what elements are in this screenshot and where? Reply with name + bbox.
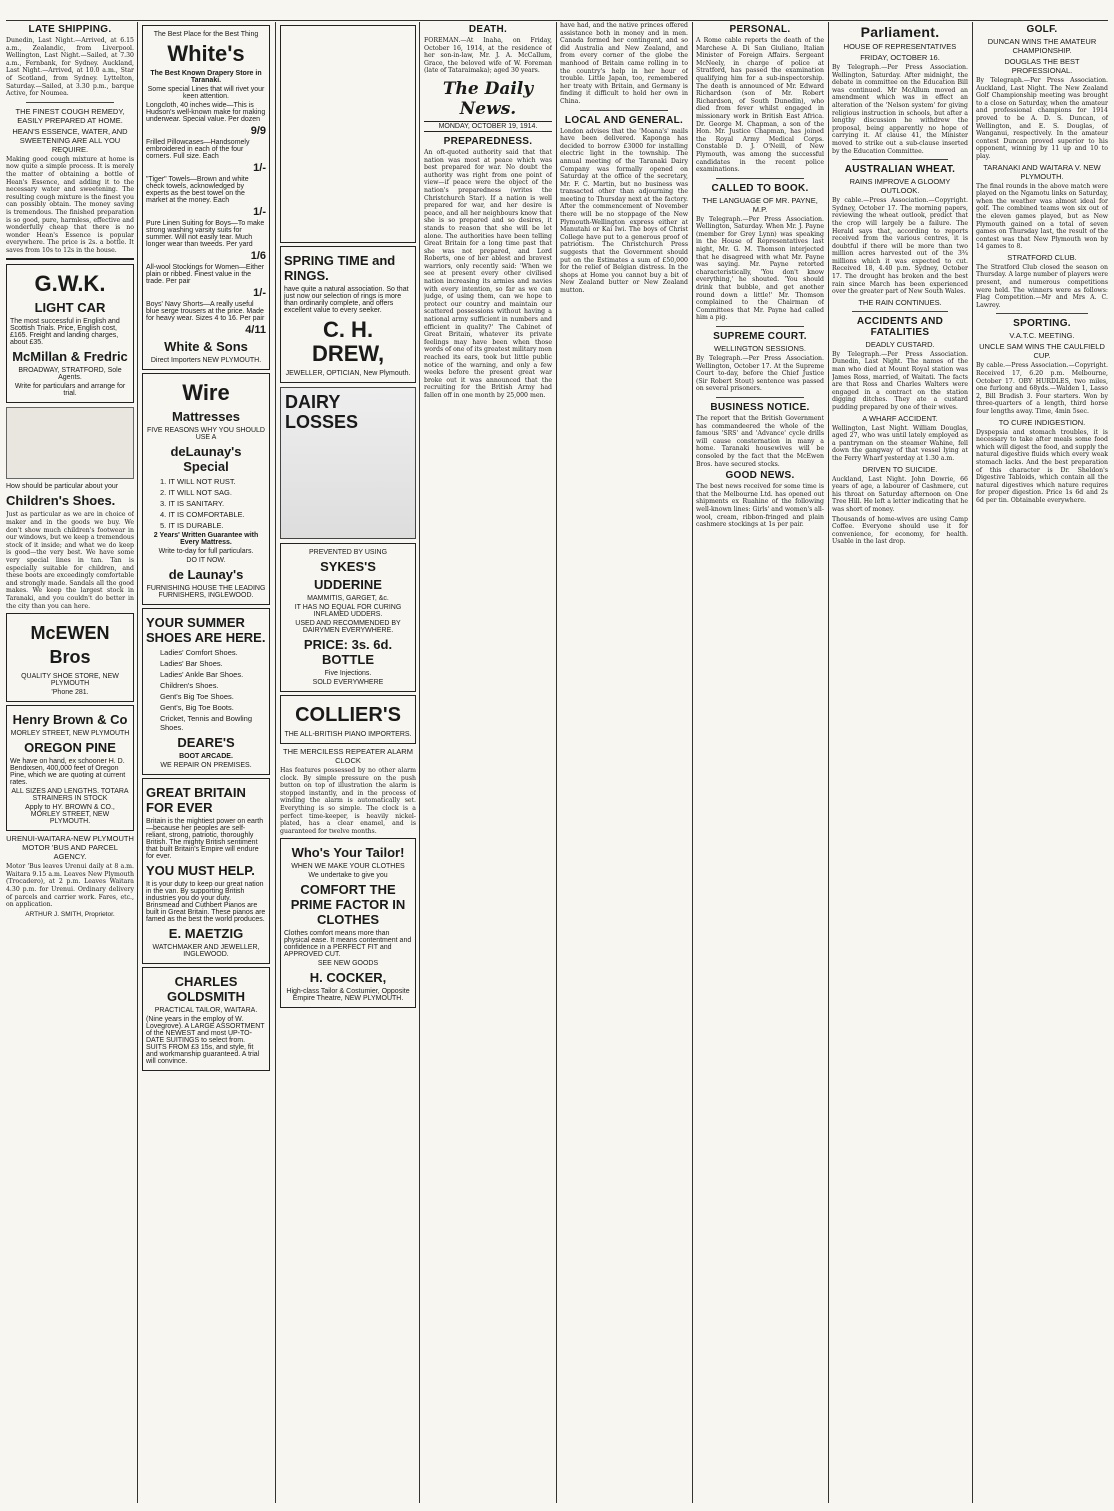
baby-illustration (6, 407, 134, 479)
gwk-title: G.W.K. (34, 271, 106, 297)
house-heading: HOUSE OF REPRESENTATIVES (843, 42, 957, 51)
cough-ad-body: Making good cough mixture at home is now quite a simple process. It is merely the matter of obtaining a bottle of Hean's Essence, and adding it to the necessary water and sweetening. The resulting cough mixture is the finest you can possibly obtain. The money saving is tremendous. The finished preparation is so good, pure, harmless, effective and wonderfully cheap that there is no wonder Hean's Essence is popular everywhere. The price is 2s. a bottle. It saves from 10s to 12s in the house. (6, 155, 134, 254)
mattress-ad (142, 373, 270, 605)
suicide-body: Auckland, Last Night. John Dowrie, 66 years of age, a labourer of Cashmere, cut his throat on Saturday afternoon on One Tree Hill. He left a letter indicating that he was short of money. (832, 475, 968, 513)
colliers-title: COLLIER'S (295, 704, 401, 726)
separator (26, 102, 114, 103)
reason-item: 4. IT IS COMFORTABLE. (160, 510, 245, 519)
tailor-title: Who's Your Tailor! (291, 845, 405, 861)
mcewen-phone: 'Phone 281. (51, 689, 89, 697)
whites-subtitle: The Best Known Drapery Store in Taranaki. (150, 70, 262, 84)
summer-item: Gent's, Big Toe Boots. (160, 703, 234, 712)
court-body: By Telegraph.—Per Press Association. Wellington, October 17. At the Supreme Court to-day, before the Chief Justice (Sir Robert Stout) sentence was passed on several prisoners. (696, 355, 824, 393)
goldsmith-title: CHARLES GOLDSMITH (167, 974, 245, 1004)
editorial-continued: have had, and the native princes offered assistance both in money and in men. Canada formed her contingent, and so did Australia and New Zealand, and from every corner of the globe the manhood of Britain came rolling in to the country's help in her hour of trouble. Little Japan, too, remembered her treaty with Britain, and Germany is finding it difficult to hold her own in China. (560, 22, 688, 105)
indigestion-body: Dyspepsia and stomach troubles, it is necessary to take after meals some food which will digest the food, and supply the natural digestive fluids which every weak stomach lacks. And the best preparation of this character is Dr. Sheldon's Digestive Tabloids, which contain all the natural digestives which nature requires for proper digestion. Price 1s 6d and 2s 6d per tin. Obtainable everywhere. (976, 428, 1108, 504)
golf-subheading: DUNCAN WINS THE AMATEUR CHAMPIONSHIP. (987, 37, 1097, 55)
column-rule (556, 22, 557, 1503)
goodnews-body: The best news received for some time is that the Melbourne Ltd. has opened out shipments ex Ruahine of the following well-known lines: Girls' and women's all-wool, cream, ribbon-fringed and plain cashmere stockings at 1s per pair. (696, 483, 824, 529)
whites-item-price: 1/- (253, 162, 266, 174)
separator (852, 159, 948, 160)
drew-subtitle: JEWELLER, OPTICIAN, New Plymouth. (285, 370, 411, 377)
tailor-ad (280, 838, 416, 1008)
column-rule (137, 22, 138, 1503)
reason-item: 3. IT IS SANITARY. (160, 499, 225, 508)
vrc-subheading: UNCLE SAM WINS THE CAULFIELD CUP. (979, 342, 1105, 361)
called-body: By Telegraph.—Per Press Association. Wellington, Saturday. When Mr. J. Payne (member for Grey Lynn) was speaking in the House of Representatives last night, Mr. G. M. Thomson interjected that he disagreed with what Mr. Payne was saying. Mr. Payne retorted characteristically, 'You don't know everything,' he shouted. 'You should drink that bubble, and get another round down a little!' Mr. Thomson complained to the Chairman of Committees that Mr. Payne had called him a pig. (696, 215, 824, 322)
gwk-ad (6, 264, 134, 403)
great-britain-title: GREAT BRITAIN FOR EVER (146, 785, 246, 815)
gwk-subtitle: LIGHT CAR (34, 300, 106, 316)
business-body: The report that the British Government has commandeered the whole of the famous 'SRS' and 'Advance' cycle drills will cause consternation in many a home. Taranaki housewives will be consoled by the fact that the McEwen Bros. have secured stocks. (696, 414, 824, 468)
whites-item (146, 264, 266, 299)
brown-subtitle: MORLEY STREET, NEW PLYMOUTH (10, 730, 130, 738)
cocker-subtitle: High-class Tailor & Costumier, Opposite Empire Theatre, NEW PLYMOUTH. (286, 988, 410, 1003)
separator (580, 110, 668, 111)
summer-item: Gent's Big Toe Shoes. (160, 692, 234, 701)
goldsmith-subtitle: PRACTICAL TAILOR, WAITARA. (154, 1007, 258, 1014)
cough-ad-title: THE FINEST COUGH REMEDY, EASILY PREPARED AT HOME. (15, 106, 125, 125)
great-britain-ad (142, 778, 270, 964)
merciless-body: Has features possessed by no other alarm clock. By simple pressure on the push button on top of illustration the alarm is stopped instantly, and in the process of winding the alarm is automatically set. Everything is so simple. The clock is a perfect time-keeper, is heavily nickel-plated, has a clear enamel, and is guaranteed for twelve months. (280, 767, 416, 835)
bus-title: URENUI-WAITARA-NEW PLYMOUTH MOTOR 'BUS AND PARCEL AGENCY. (6, 834, 134, 862)
summer-shoes-ad (142, 608, 270, 775)
whites-item (146, 176, 266, 218)
cough-ad-subtitle: HEAN'S ESSENCE, WATER, AND SWEETENING ARE ALL YOU REQUIRE. (12, 126, 128, 154)
column-1 (6, 22, 134, 1503)
whites-item (146, 102, 266, 137)
tailor-body: Clothes comfort means more than physical ease. It means contentment and confidence in a PERFECT FIT and APPROVED CUT. (284, 930, 412, 959)
maetzig-title: E. MAETZIG (168, 926, 244, 941)
spring-title: SPRING TIME and RINGS. (284, 253, 396, 283)
wheat-subheading: RAINS IMPROVE A GLOOMY OUTLOOK. (849, 177, 951, 196)
mattress-reasons-title: FIVE REASONS WHY YOU SHOULD USE A (147, 427, 265, 441)
golf-heading: GOLF. (1026, 24, 1058, 35)
whites-item-price: 1/- (253, 206, 266, 218)
summer-item: Cricket, Tennis and Bowling Shoes. (160, 714, 252, 732)
golf-body: By Telegraph.—Per Press Association. Auckland, Last Night. The New Zealand Golf Championship meeting was brought to a close on Saturday, when the amateur and professional champions for 1914 proved to be A. D. S. Duncan, of Wellington, and E. S. Douglas, of Wanganui, respectively. In the amateur contest Duncan proved superior to his opponent, winning by 11 up and 10 to play. (976, 77, 1108, 160)
column-rule (419, 22, 420, 1503)
court-heading: SUPREME COURT. (713, 331, 807, 342)
udderine-title: UDDERINE (314, 577, 382, 592)
pine-note: ALL SIZES AND LENGTHS. TOTARA STRAINERS IN STOCK (11, 788, 129, 803)
whites-item-label: All-wool Stockings for Women—Either plain or ribbed. Finest value in the trade. Per pair (146, 264, 265, 285)
suicide-heading: DRIVEN TO SUICIDE. (862, 464, 938, 474)
udderine-ad (280, 543, 416, 692)
help-body: It is your duty to keep our great nation in the van. By supporting British industries you do your duty. Brinsmead and Cuthbert Pianos are built in Great Britain. These pianos are famed as the best the world produces. (146, 881, 266, 923)
column-6 (696, 22, 824, 1503)
whites-item-price: 1/- (253, 287, 266, 299)
goldsmith-ad (142, 967, 270, 1071)
taranaki-heading: TARANAKI AND WAITARA V. NEW PLYMOUTH. (983, 162, 1101, 181)
gwk-body: The most successful in English and Scottish Trials. Price, English cost, £165. Freight and landing charges, about £35. (10, 318, 120, 347)
parliament-heading: Parliament. (860, 24, 940, 40)
column-rule (692, 22, 693, 1503)
column-3 (280, 22, 416, 1503)
comfort-title: COMFORT THE PRIME FACTOR IN CLOTHES (290, 882, 406, 928)
called-heading: CALLED TO BOOK. (711, 182, 809, 194)
mcewen-subtitle: QUALITY SHOE STORE, NEW PLYMOUTH (21, 673, 119, 688)
wheat-heading: AUSTRALIAN WHEAT. (844, 164, 956, 176)
vrc-body: By cable.—Press Association.—Copyright. Received 17, 6.20 p.m. Melbourne, October 17. OBY HURDLES, two miles, one furlong and 68yds.—Walden 1, Lasso 2, Bill Bradish 3. Four starters. Won by three-quarters of a length, third horse four lengths away. Time, 4min 5sec. (976, 362, 1108, 415)
parliament-body: By Telegraph.—Per Press Association. Wellington, Saturday. After midnight, the debate in committee on the Education Bill was continued. Mr McAllum moved an amendment which was in effect an alteration of the 'Nelson system' for giving religious instruction in schools, but after a lengthy discussion he withdrew the proposal, being apparently no hope of carrying it. At clause 41, the Minister moved to strike out a sub-clause inserted by the Education Committee. (832, 64, 968, 155)
rain-heading: THE RAIN CONTINUES. (858, 297, 942, 307)
shoes-title: Children's Shoes. (6, 493, 116, 509)
dairy-title: DAIRY LOSSES (285, 392, 359, 432)
bus-sign: ARTHUR J. SMITH, Proprietor. (25, 910, 115, 918)
prevented-line: PREVENTED BY USING (308, 549, 388, 556)
court-subheading: WELLINGTON SESSIONS. (714, 344, 806, 353)
whites-footer-sub: Direct Importers NEW PLYMOUTH. (150, 357, 262, 364)
deare-subtitle: BOOT ARCADE. (179, 753, 233, 760)
column-7 (832, 22, 968, 1503)
mcmillan-address: BROADWAY, STRATFORD, Sole Agents. (18, 367, 122, 382)
column-rule (972, 22, 973, 1503)
personal-heading: PERSONAL. (729, 24, 791, 35)
whites-item (146, 301, 266, 336)
friday-heading: FRIDAY, OCTOBER 16. (860, 53, 940, 62)
masthead: The Daily News. (442, 78, 534, 119)
death-heading: DEATH. (468, 24, 508, 35)
whites-title: White's (167, 41, 245, 66)
mattresses-title: Mattresses (172, 409, 240, 424)
injections-line: Five Injections. (324, 670, 372, 677)
separator (716, 326, 804, 327)
sykes-title: SYKES'S (320, 559, 376, 574)
colliers-subtitle: THE ALL-BRITISH PIANO IMPORTERS. (284, 731, 412, 738)
whites-item-label: Frilled Pillowcases—Handsomely embroidered in each of the four corners. Full size. Each (146, 139, 250, 160)
brown-title: Henry Brown & Co (12, 712, 128, 728)
whites-item-label: Longcloth, 40 inches wide—This is Hudson's well-known make for making underwear. Special value. Per dozen (146, 102, 266, 123)
shipping-text: Dunedin, Last Night.—Arrived, at 6.15 a.m., Zealandic, from Liverpool. Wellington, Last Night.—Sailed, at 7.30 a.m., Fernbank, for Sydney. Auckland, Last Night.—Arrived, at 10.0 a.m., Star of Scotland, from Sydney. Lyttelton, Saturday.—Sailed, at 3.30 p.m., barque Active, for Noumea. (6, 37, 134, 98)
you-must-title: YOU MUST HELP. (146, 863, 255, 878)
wheat-body: By cable.—Press Association.—Copyright. Sydney, October 17. The morning papers, reviewing the wheat outlook, predict that the crop will largely be a failure. The Herald says that, according to reports received from the various centres, it is doubtful if there will be more than two million acres harvested out of the 3¾ millions which it was expected to cut. Received 18, 4.40 p.m. Sydney, October 17. The drought has broken and the best rain since March has been experienced over the greater part of New South Wales. (832, 197, 968, 296)
pine-title: OREGON PINE (24, 740, 116, 756)
top-rule (6, 20, 1108, 21)
drew-ad (280, 246, 416, 383)
whites-item-price: 1/6 (250, 250, 266, 262)
column-2 (142, 22, 270, 1503)
udderine-subtitle: MAMMITIS, GARGET, &c. (307, 595, 389, 602)
brown-ad (6, 705, 134, 831)
delaunay-subtitle: FURNISHING HOUSE THE LEADING FURNISHERS, INGLEWOOD. (146, 585, 266, 599)
late-shipping-heading: LATE SHIPPING. (28, 24, 112, 35)
udderine-body: IT HAS NO EQUAL FOR CURING INFLAMED UDDERS. (294, 604, 402, 618)
deare-note: WE REPAIR ON PREMISES. (160, 762, 252, 769)
tailor-line: We undertake to give you (308, 872, 388, 880)
write-line: Write to-day for full particulars. (158, 548, 254, 555)
see-line: SEE NEW GOODS (317, 960, 379, 968)
sporting-heading: SPORTING. (1013, 318, 1071, 330)
maetzig-subtitle: WATCHMAKER AND JEWELLER, INGLEWOOD. (152, 944, 260, 958)
separator (716, 178, 804, 179)
camp-coffee-notice: Thousands of home-wives are using Camp Coffee. Everyone should use it for convenience, for economy, for health. Usable in the last drop. (832, 515, 968, 546)
recommended-line: USED AND RECOMMENDED BY DAIRYMEN EVERYWHERE. (295, 620, 401, 634)
goodnews-heading: GOOD NEWS. (725, 470, 795, 482)
whites-item-price: 9/9 (250, 125, 266, 137)
whites-footer: White & Sons (164, 339, 248, 354)
special-title: deLaunay's Special (170, 444, 242, 474)
indigestion-heading: TO CURE INDIGESTION. (998, 417, 1086, 427)
summer-item: Ladies' Comfort Shoes. (160, 648, 238, 657)
editorial-heading: PREPAREDNESS. (443, 135, 533, 147)
shoes-body: Just as particular as we are in choice of maker and in the goods we buy. We don't show much children's footwear in our windows, but we keep a tremendous stock of it inside; and what we do keep is good—the very best. We have some very special lines in tan. Tan is especially suitable for children, and these boots are exceedingly comfortable and strongly made. Sandals all the good makes. We keep the largest stock in Taranaki, and you couldn't do better in the city than you can here. (6, 511, 134, 610)
wharf-body: Wellington, Last Night. William Douglas, aged 27, who was until lately employed as a pantryman on the steamer Wahine, fell down the gangway of that vessel lying at the Ferry Wharf yesterday at 1.30 a.m. (832, 424, 968, 462)
cow-illustration (280, 387, 416, 539)
bus-body: Motor 'Bus leaves Urenui daily at 8 a.m. Waitara 9.15 a.m. Leaves New Plymouth (Trocadero), at 2 p.m. Leaves Waitara 4.30 p.m. for Urenui. Ordinary delivery of parcels and carrier work. Fares, etc., on application. (6, 863, 134, 909)
whites-item (146, 139, 266, 174)
mcewen-ad (6, 613, 134, 702)
whites-item-label: "Tiger" Towels—Brown and white check towels, acknowledged by experts as the best towel on the market at the money. Each (146, 176, 249, 204)
tailor-subtitle: WHEN WE MAKE YOUR CLOTHES (291, 863, 405, 871)
reason-item: 5. IT IS DURABLE. (160, 521, 224, 530)
separator (996, 313, 1088, 314)
taranaki-body: The final rounds in the above match were played on the Ngamotu links on Saturday, when the weather was almost ideal for golf. The combined teams won six out of the eleven games played, but as New Plymouth gained on a total of seven games on Thursday last, the result of the contest was that New Plymouth won by 14 games to 8. (976, 182, 1108, 251)
whites-top: The Best Place for the Best Thing (153, 31, 259, 38)
local-general-body: London advises that the 'Moana's' mails have been delivered. Kaponga has decided to borrow £3000 for installing electric light in the township. The annual meeting of the Taranaki Dairy Company was formally opened on Saturday at the office of the secretary, Mr. F. C. Martin, but no business was transacted other than adjourning the meeting to Thursday next at the factory. After the commencement of November there will be no stoppage of the New Plymouth-Wellington express either at Manutahi or Kai Iwi. The boys of Christ College have put to a generous proof of patriotism. The Christchurch Press suggests that the Government should put on the Estimates a sum of £50,000 for the relief of Belgian distress. In the shops at Home you cannot buy a bit of New Zealand butter or New Zealand mutton. (560, 127, 688, 294)
mcewen-title: McEWEN Bros (30, 623, 110, 668)
whites-intro: Some special Lines that will rivet your keen attention. (147, 86, 265, 100)
death-notice: FOREMAN.—At Inaha, on Friday, October 16, 1914, at the residence of her son-in-law, Mr. J. A. McCallum, Grace, the beloved wife of W. Foreman (late of Tataraimaka); aged 30 years. (424, 37, 552, 75)
drew-title: C. H. DREW, (311, 317, 385, 366)
whites-item-label: Pure Linen Suiting for Boys—To make strong washing varsity suits for summer. Will not easily tear. Much longer wear than tweeds. Per yard (146, 220, 265, 248)
shoes-caption: How should be particular about your (6, 483, 119, 491)
column-8 (976, 22, 1108, 1503)
pine-apply: Apply to HY. BROWN & CO., MORLEY STREET, NEW PLYMOUTH. (25, 804, 115, 826)
guarantee: 2 Years' Written Guarantee with Every Mattress. (153, 532, 259, 546)
spring-body: have quite a natural association. So that just now our selection of rings is more than ordinarily complete, and offers excellent value to every seeker. (284, 286, 409, 314)
pine-body: We have on hand, ex schooner H. D. Bendixsen, 400,000 feet of Oregon Pine, which we are quoting at current rates. (10, 758, 126, 787)
stratford-body: The Stratford Club closed the season on Thursday. A large number of players were present, and numerous competitions were held. The winners were as follows: Flag Competition.—Mr and Mrs A. C. Lawrey. (976, 263, 1108, 309)
editorial-body: An oft-quoted authority said that that nation was most at peace which was best prepared for war. No doubt the authority was right from one point of view—if peace were the object of the nation's preparedness (writes the Christchurch Star). If a nation is well prepared for war, and her desire is peace, and all her neighbours know that she is so prepared and so desires, it stands to reason that she will be let alone. The authorities have been telling Great Britain for a long time past that she was not prepared, and Lord Roberts, one of her ablest and bravest warriors, only recently said: 'When we see at present every other civilised nation increasing its armies and navies with every intention, so far as we can judge, of using them, can we hope to protect our country and maintain our scattered possessions without having a national army sufficient in numbers and efficient in quality?' The Cabinet of Great Britain, whatever its private feelings may have been when those words of one of its greatest military men reached its ears, took but little public notice of the warning, and only a few weeks before the present great war broke out it was announced that the recruiting for the British Army had fallen off in one month by 25,000 men. (424, 148, 552, 399)
column-rule (275, 22, 276, 1503)
column-rule (828, 22, 829, 1503)
custard-heading: DEADLY CUSTARD. (865, 339, 935, 349)
delaunay-title: de Launay's (168, 567, 244, 582)
summer-item: Ladies' Bar Shoes. (160, 659, 223, 668)
whites-item-label: Boys' Navy Shorts—A really useful blue serge trousers at the price. Made for heavy wear. Sizes 4 to 16. Per pair (146, 301, 265, 322)
wire-title: Wire (182, 380, 230, 405)
spring-ad (280, 25, 416, 243)
wharf-heading: A WHARF ACCIDENT. (862, 413, 938, 423)
golf-subheading-2: DOUGLAS THE BEST PROFESSIONAL. (1004, 57, 1080, 75)
summer-item: Ladies' Ankle Bar Shoes. (160, 670, 244, 679)
reason-item: 2. IT WILL NOT SAG. (160, 488, 232, 497)
summer-title: YOUR SUMMER SHOES ARE HERE. (146, 615, 266, 645)
issue-date: MONDAY, OCTOBER 19, 1914. (424, 121, 552, 132)
separator (6, 258, 134, 260)
separator (716, 397, 804, 398)
deare-title: DEARE'S (177, 735, 235, 750)
whites-item (146, 220, 266, 262)
business-heading: BUSINESS NOTICE. (710, 401, 810, 413)
merciless-title: THE MERCILESS REPEATER ALARM CLOCK (283, 747, 413, 765)
reason-item: 1. IT WILL NOT RUST. (160, 477, 236, 486)
accidents-heading: ACCIDENTS AND FATALITIES (856, 315, 944, 338)
custard-body: By Telegraph.—Per Press Association. Dunedin, Last Night. The names of the man who died at Mount Royal station was James Ross, married, of Waitati. The facts are that Ross and Charles Walters were engaged in a contract on the station digging ditches. They ate a custard pudding prepared by one of their wives. (832, 350, 968, 411)
whites-ad (142, 25, 270, 370)
summer-item: Children's Shoes. (160, 681, 219, 690)
separator (852, 311, 948, 312)
price-line: PRICE: 3s. 6d. BOTTLE (303, 637, 393, 667)
mcmillan-line: Write for particulars and arrange for trial. (14, 383, 126, 398)
do-it-line: DO IT NOW. (186, 557, 226, 564)
column-5 (560, 22, 688, 1503)
personal-body: A Rome cable reports the death of the Marchese A. Di San Giuliano, Italian Minister of Foreign Affairs. Sergeant McNeely, in charge of police at Stratford, has passed the examination qualifying him for a sub-inspectorship. The death is announced of Mr. Edward Richardson (son of Mr. Robert Richardson, of South Dunedin), who died from fever whilst engaged in missionary work in British East Africa. Dr. George M. Chapman, a son of the Hon. Mr. Justice Chapman, has joined the Royal Army Medical Corps. Constable D. J. O'Neill, of New Plymouth, was among the successful candidates in the recent police examinations. (696, 37, 824, 174)
stratford-heading: STRATFORD CLUB. (1007, 252, 1077, 262)
whites-item-price: 4/11 (245, 324, 266, 336)
goldsmith-body: (Nine years in the employ of W. Lovegrove). A LARGE ASSORTMENT of the NEWEST and most UP-TO-DATE SUITINGS to select from. SUITS FROM £3 15s, and style, fit and workmanship guaranteed. A trial will convince. (146, 1016, 265, 1065)
sold-line: SOLD EVERYWHERE (312, 679, 384, 686)
colliers-ad (280, 695, 416, 744)
mcmillan-name: McMillan & Fredric (12, 349, 128, 365)
local-general-heading: LOCAL AND GENERAL. (564, 114, 684, 126)
vrc-heading: V.A.T.C. MEETING. (1009, 331, 1075, 341)
called-subheading: THE LANGUAGE OF MR. PAYNE, M.P. (702, 195, 818, 214)
great-britain-body: Britain is the mightiest power on earth—because her peoples are self-reliant, strong, patriotic, thoroughly British. The mighty British sentiment that built Britain's Empire will endure for ever. (146, 818, 264, 860)
cocker-title: H. COCKER, (309, 970, 387, 986)
column-4 (424, 22, 552, 1503)
